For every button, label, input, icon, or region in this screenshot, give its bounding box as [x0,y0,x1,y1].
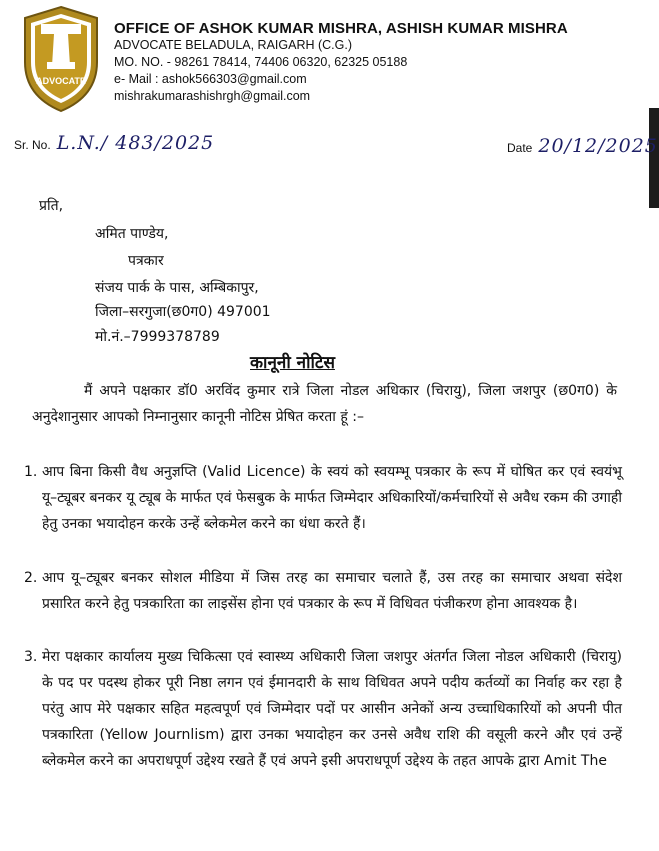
notice-intro [32,378,617,430]
recipient-to: प्रति, [39,198,64,214]
notice-point-2 [24,565,622,617]
recipient-designation: पत्रकार [128,253,164,269]
serial-label: Sr. No. [14,138,51,152]
page-edge-shadow [649,108,659,208]
point-text: मेरा पक्षकार कार्यालय मुख्य चिकित्सा एवं स्वास्थ्य अधिकारी जिला जशपुर अंतर्गत जिला नोडल अधिकारी (चिरायु) के पद पर पदस्थ होकर पूरी निष्ठा लगन एवं ईमानदारी के साथ विधिवत अपने पदीय कर्तव्यों का निर्वाह कर रहा है परंतु आप मेरे पक्षकार सहित महत्वपूर्ण एवं जिम्मेदार पदों पर आसीन अनेकों अन्य उच्चाधिकारियों को अपनी पीत पत्रकारिता (Yellow Journlism) द्वारा उनका भयादोहन कर उनसे अवैध राशि की वसूली करने और एवं उन्हें ब्लेकमेल करने का अपराधपूर्ण उद्देश्य रखते हैं एवं अपने इसी अपराधपूर्ण उद्देश्य के तहत आपके द्वारा Amit The [42,649,622,769]
notice-point-1 [24,459,622,537]
recipient-address-line-1: संजय पार्क के पास, अम्बिकापुर, [95,280,259,296]
serial-number [14,130,214,152]
date-label: Date [507,141,533,155]
notice-title: कानूनी नोटिस [250,353,335,373]
letter-date [507,133,658,155]
email-secondary: mishrakumarashishrgh@gmail.com [114,89,311,103]
recipient-address-line-2: जिला–सरगुजा(छ0ग0) 497001 [95,304,271,320]
serial-value: L.N./ 483/2025 [56,132,215,154]
point-text: आप यू–ट्यूबर बनकर सोशल मीडिया में जिस तरह का समाचार चलाते हैं, उस तरह का समाचार अथवा संदेश प्रसारित करने हेतु पत्रकारिता का लाइसेंस होना एवं पत्रकार के रूप में विधिवत पंजीकरण होना आवश्यक है। [42,570,622,612]
notice-intro-text: मैं अपने पक्षकार डॉ0 अरविंद कुमार रात्रे जिला नोडल अधिकार (चिरायु), जिला जशपुर (छ0ग0) के अनुदेशानुसार आपको निम्नानुसार कानूनी नोटिस प्रेषित करता हूं :– [32,383,617,425]
office-name: OFFICE OF ASHOK KUMAR MISHRA, ASHISH KUMAR MISHRA [114,20,568,37]
logo-text: ADVOCATE [36,76,86,86]
notice-point-3 [24,644,622,774]
mobile-numbers: MO. NO. - 98261 78414, 74406 06320, 62325 05188 [114,55,408,69]
advocate-logo [21,4,101,114]
date-value: 20/12/2025 [538,135,658,157]
point-number: 2. [24,570,38,586]
office-address: ADVOCATE BELADULA, RAIGARH (C.G.) [114,38,353,52]
point-number: 3. [24,649,38,665]
letterhead [114,20,568,105]
point-text: आप बिना किसी वैध अनुज्ञप्ति (Valid Licence) के स्वयं को स्वयम्भू पत्रकार के रूप में घोषित कर एवं स्वयंभू यू–ट्यूबर बनकर यू ट्यूब के मार्फत एवं फेसबुक के मार्फत जिम्मेदार अधिकारियों/कर्मचारियों से अवैध रकम की उगाही हेतु उनका भयादोहन करके उन्हें ब्लेकमेल करने का धंधा करते हैं। [42,464,622,532]
recipient-name: अमित पाण्डेय, [95,226,169,242]
recipient-mobile: मो.नं.–7999378789 [95,329,220,345]
point-number: 1. [24,464,38,480]
email-primary: e- Mail : ashok566303@gmail.com [114,72,307,86]
